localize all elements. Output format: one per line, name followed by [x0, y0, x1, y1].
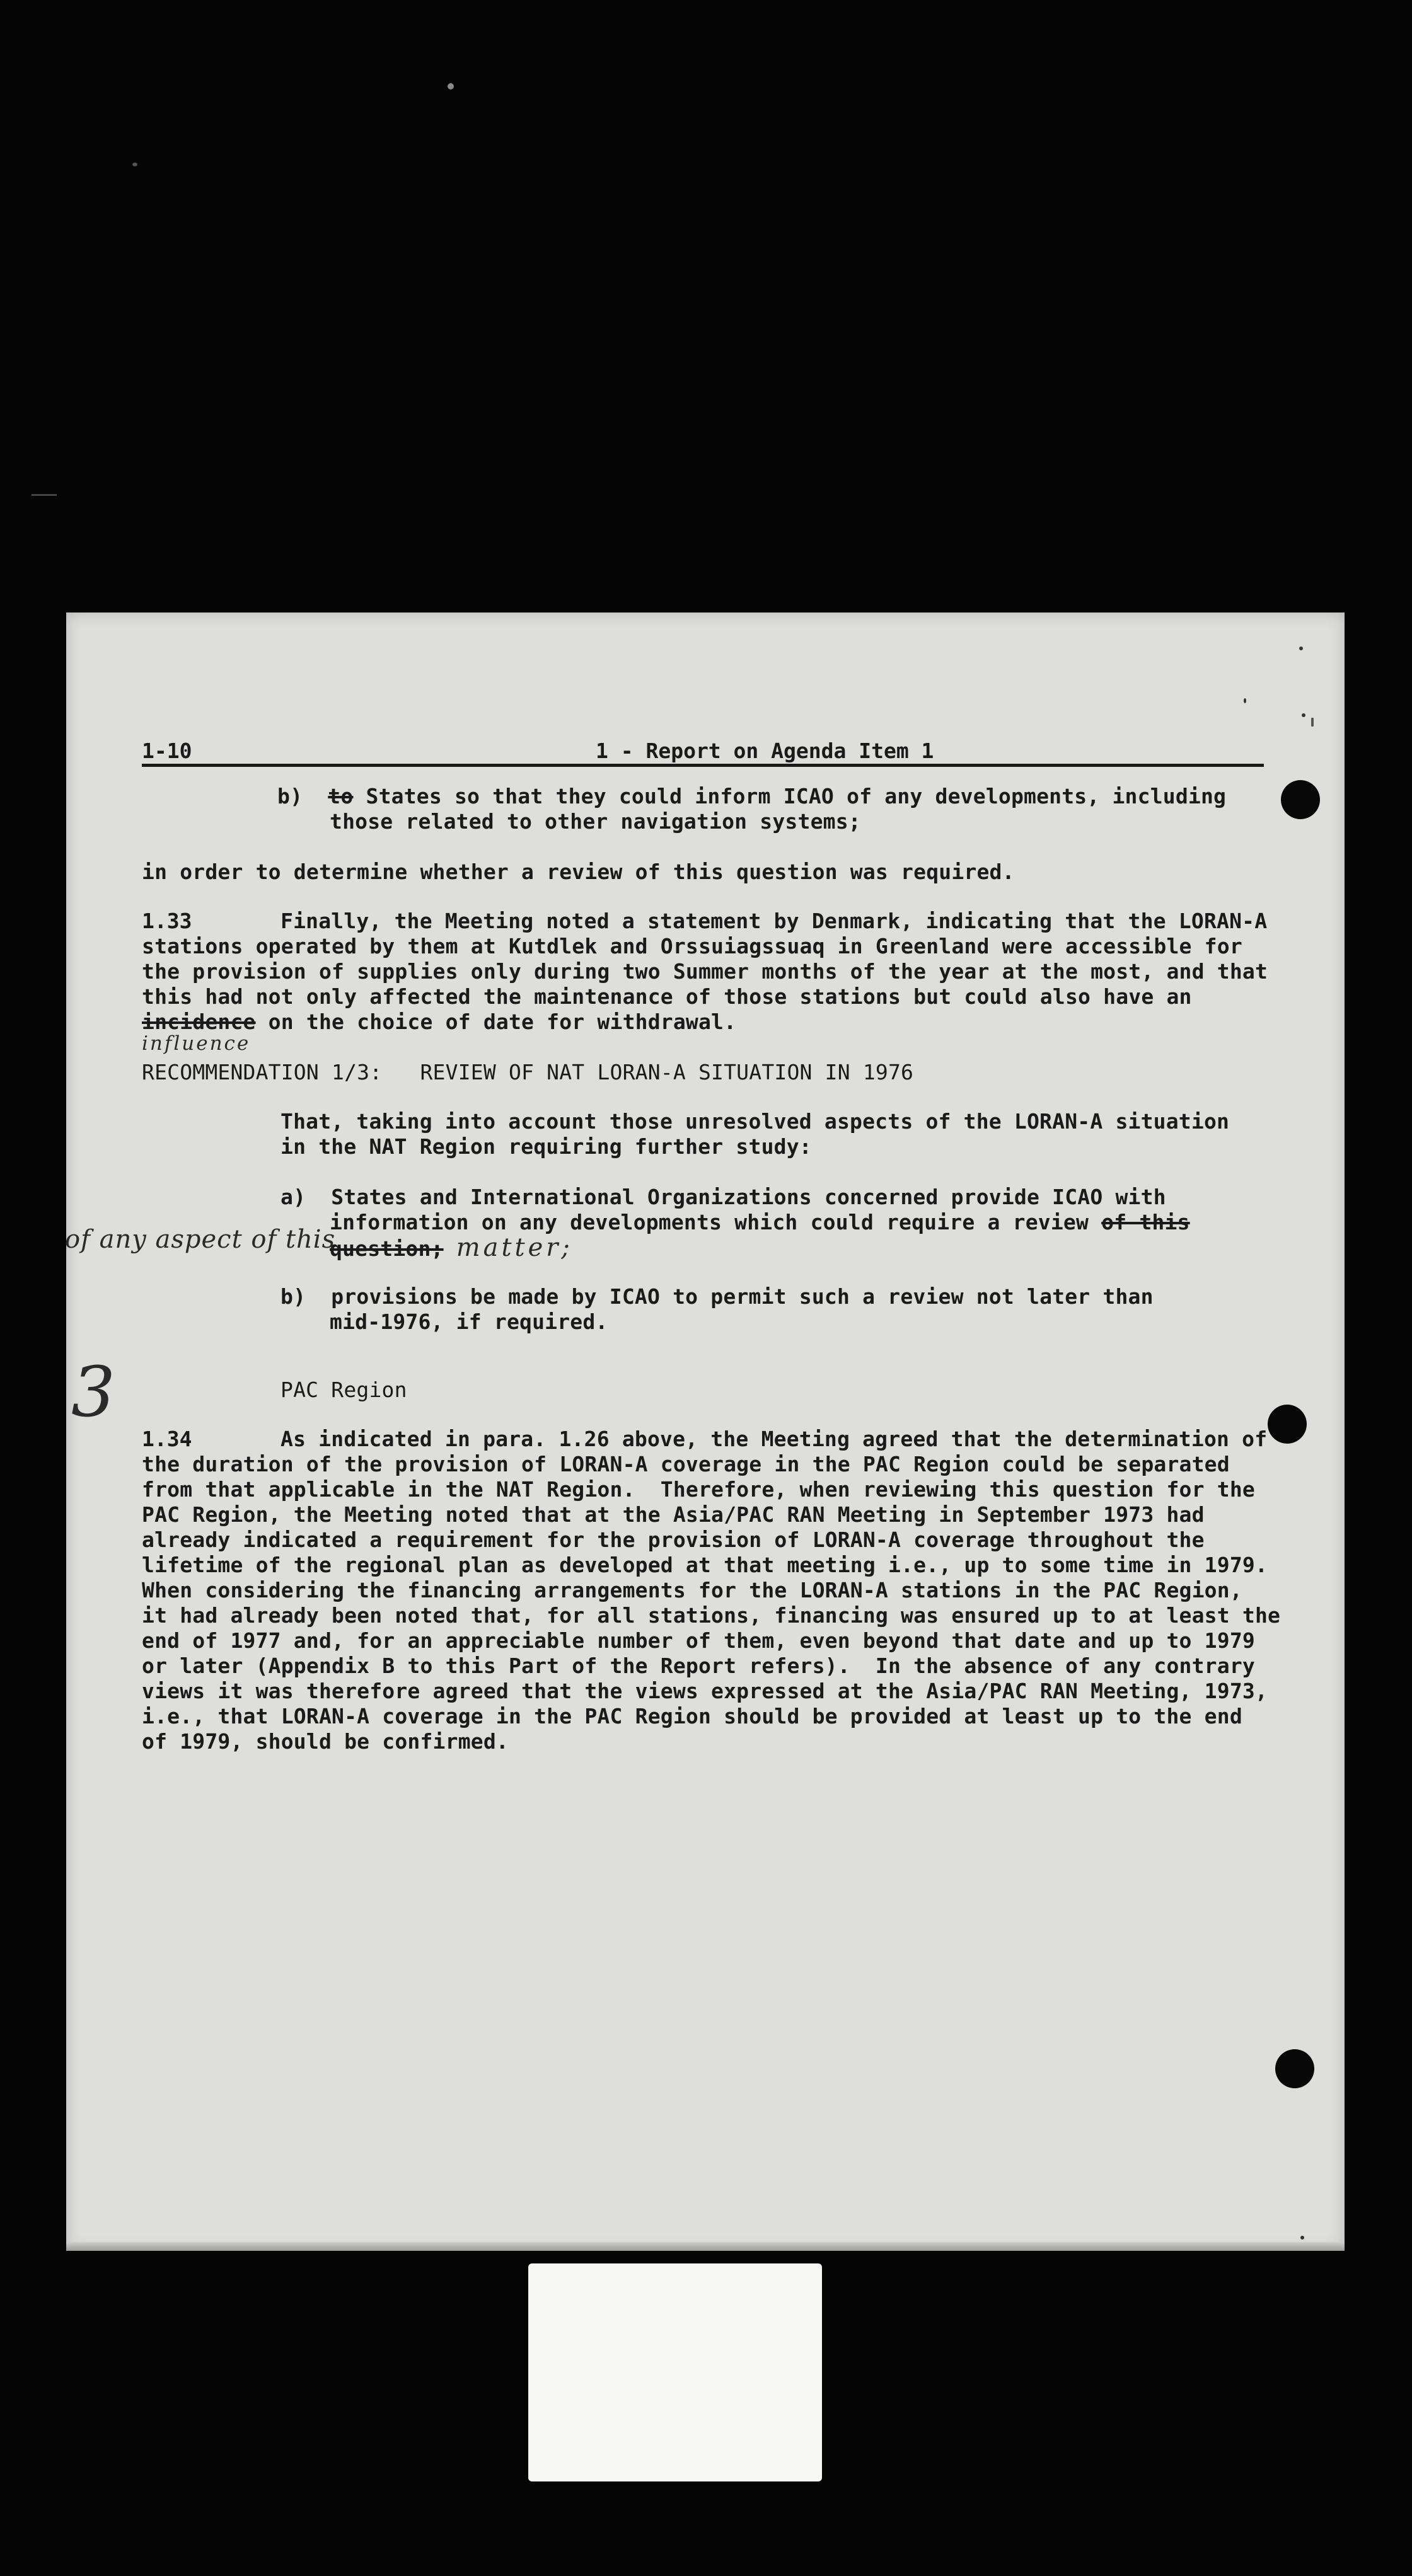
paragraph-line: or later (Appendix B to this Part of the Report refers). In the absence of any contrary [142, 1653, 1255, 1678]
item-text: States so that they could inform ICAO of any developments, including [366, 784, 1227, 808]
recommendation-item-a-line3 [330, 1235, 1412, 1262]
struck-word: question; [330, 1236, 444, 1261]
item-text: States and International Organizations concerned provide ICAO with [331, 1185, 1166, 1209]
margin-handwritten-note: of any aspect of this [65, 1225, 336, 1254]
paragraph-line: Finally, the Meeting noted a statement by Denmark, indicating that the LORAN-A [281, 909, 1268, 933]
page-mark [1300, 2236, 1304, 2240]
recommendation-intro: in the NAT Region requiring further study: [281, 1134, 812, 1159]
paragraph-line: it had already been noted that, for all stations, financing was ensured up to at least the [142, 1603, 1281, 1628]
struck-word: to [328, 784, 354, 808]
section-heading: PAC Region [281, 1377, 407, 1402]
recommendation-intro: That, taking into account those unresolved aspects of the LORAN-A situation [281, 1109, 1230, 1134]
struck-word: of this [1101, 1210, 1190, 1234]
page-mark [1244, 698, 1246, 703]
film-label-card [528, 2263, 822, 2481]
item-b-line2: those related to other navigation systems; [330, 809, 861, 834]
punch-hole [1275, 2049, 1314, 2088]
paragraph-line: lifetime of the regional plan as developed at that meeting i.e., up to some time in 1979. [142, 1553, 1268, 1577]
item-text: provisions be made by ICAO to permit such a review not later than [331, 1284, 1154, 1309]
paragraph-line: the duration of the provision of LORAN-A coverage in the PAC Region could be separated [142, 1452, 1230, 1476]
film-speck [32, 494, 57, 496]
struck-word: incidence [142, 1009, 256, 1034]
paragraph-line: already indicated a requirement for the provision of LORAN-A coverage throughout the [142, 1527, 1205, 1552]
paragraph-continuation: in order to determine whether a review of this question was required. [142, 860, 1015, 884]
paragraph-number: 1.34 [142, 1427, 192, 1451]
paragraph-line: As indicated in para. 1.26 above, the Meeting agreed that the determination of [281, 1427, 1268, 1451]
paragraph-line: PAC Region, the Meeting noted that at the Asia/PAC RAN Meeting in September 1973 had [142, 1502, 1205, 1527]
page-mark [1311, 718, 1314, 727]
handwritten-correction: influence [142, 1032, 251, 1055]
recommendation-heading: RECOMMENDATION 1/3: REVIEW OF NAT LORAN-A SITUATION IN 1976 [142, 1060, 914, 1084]
film-speck [448, 83, 454, 89]
paragraph-text: on the choice of date for withdrawal. [255, 1009, 737, 1034]
paragraph-line: views it was therefore agreed that the views expressed at the Asia/PAC RAN Meeting, 1973, [142, 1679, 1268, 1703]
recommendation-item-b-line2: mid-1976, if required. [330, 1309, 608, 1334]
paragraph-line: stations operated by them at Kutdlek and Orssuiagssuaq in Greenland were accessible for [142, 934, 1242, 958]
item-marker: a) [281, 1185, 306, 1209]
paragraph-line: this had not only affected the maintenance of those stations but could also have an [142, 984, 1192, 1009]
page-number: 1-10 [142, 739, 192, 763]
paragraph-line: end of 1977 and, for an appreciable number of them, even beyond that date and up to 1979 [142, 1628, 1255, 1653]
recommendation-item-a [281, 1185, 1412, 1210]
handwritten-correction: matter; [456, 1233, 573, 1262]
recommendation-item-a-line2 [330, 1210, 1412, 1235]
page-mark [1299, 647, 1303, 650]
page-bottom-edge [66, 2242, 1345, 2251]
document-page [66, 612, 1345, 2251]
item-b-line1 [277, 784, 1412, 809]
paragraph-line [142, 1009, 1352, 1035]
page-mark [1302, 713, 1305, 717]
paragraph-line: When considering the financing arrangements for the LORAN-A stations in the PAC Region, [142, 1578, 1242, 1602]
paragraph-line: the provision of supplies only during two Summer months of the year at the most, and that [142, 959, 1268, 984]
item-marker: b) [281, 1284, 306, 1309]
film-speck [132, 163, 137, 166]
paragraph-line: i.e., that LORAN-A coverage in the PAC Region should be provided at least up to the end [142, 1704, 1242, 1728]
recommendation-item-b [281, 1284, 1412, 1309]
margin-number: 3 [71, 1352, 115, 1432]
item-text: information on any developments which could require a review [330, 1210, 1102, 1234]
paragraph-line: of 1979, should be confirmed. [142, 1729, 509, 1754]
page-header [142, 739, 1264, 767]
paragraph-number: 1.33 [142, 909, 192, 933]
item-marker: b) [277, 784, 303, 808]
header-title: 1 - Report on Agenda Item 1 [596, 739, 934, 763]
paragraph-line: from that applicable in the NAT Region. Therefore, when reviewing this question for the [142, 1477, 1255, 1502]
